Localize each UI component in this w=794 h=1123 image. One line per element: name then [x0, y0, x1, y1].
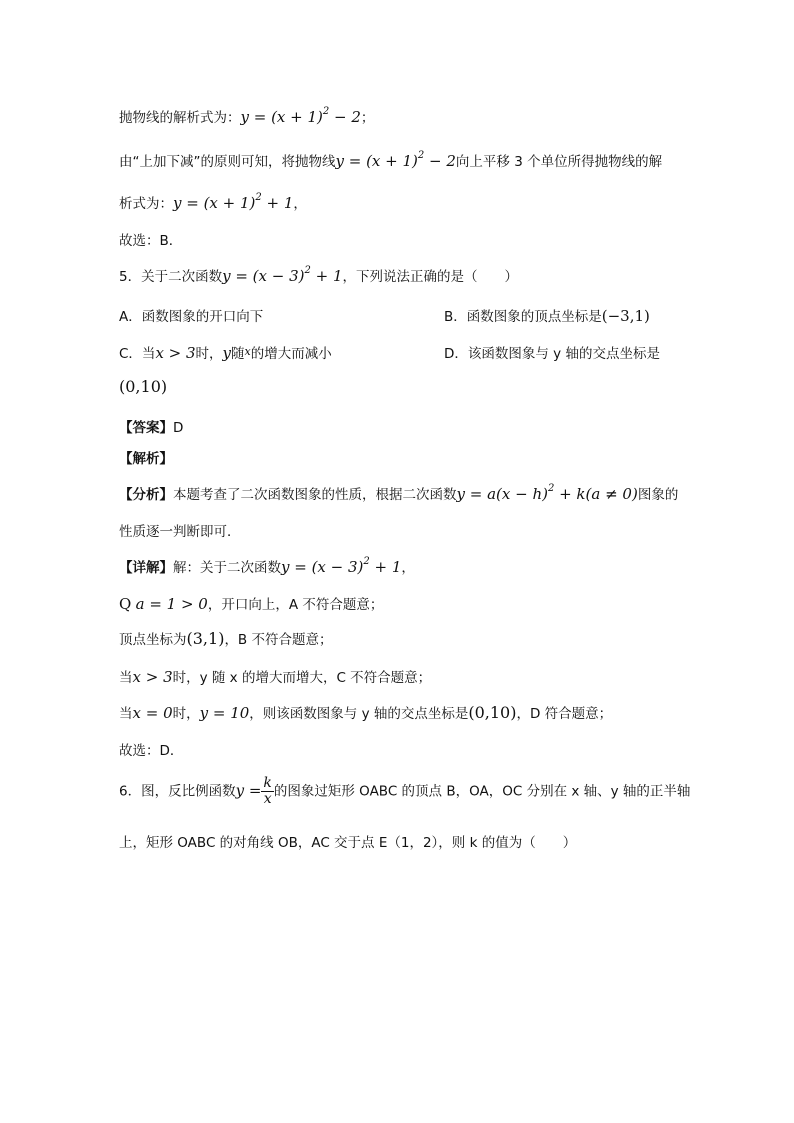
- formula: (3,1): [186, 629, 225, 648]
- text: 顶点坐标为: [119, 632, 187, 648]
- question-5: [119, 265, 518, 285]
- fraction: [261, 776, 273, 807]
- text: 向上平移 3 个单位所得抛物线的解: [455, 154, 663, 170]
- numerator: k: [263, 775, 272, 791]
- exponent: 2: [255, 192, 262, 203]
- detail-step-5: 故选：D．: [119, 743, 184, 759]
- text: ，开口向上，A 不符合题意；: [207, 597, 384, 613]
- formula-tail: − 2: [329, 108, 361, 126]
- answer-value: D: [173, 420, 184, 436]
- formula: (0,10): [119, 377, 168, 396]
- detail-step-3: [119, 666, 431, 686]
- formula: x = 0: [132, 704, 173, 722]
- text: 解：关于二次函数: [173, 560, 281, 576]
- text: 5．关于二次函数: [119, 269, 223, 285]
- analysis-line: [119, 483, 678, 503]
- formula: y = (x + 1): [335, 152, 418, 170]
- detail-step-4: [119, 702, 612, 722]
- jiexi-label: 【解析】: [119, 451, 173, 467]
- detail-line: [119, 556, 415, 576]
- text: ，下列说法正确的是（ ）: [342, 269, 519, 285]
- punct: ，: [401, 560, 415, 576]
- text: 本题考查了二次函数图象的性质，根据二次函数: [173, 487, 457, 503]
- text: 抛物线的解析式为：: [119, 110, 241, 126]
- option-a: A．函数图象的开口向下: [119, 309, 264, 325]
- analysis-label: 【分析】: [119, 487, 173, 503]
- text: ，B 不符合题意；: [224, 632, 333, 648]
- text: 的图象过矩形 OABC 的顶点 B，OA，OC 分别在 x 轴、y 轴的正半轴: [273, 783, 691, 800]
- shifted-formula-line: [119, 192, 307, 212]
- question-6: [119, 776, 690, 807]
- shift-rule-line: [119, 150, 662, 170]
- formula-tail: + 1: [369, 558, 402, 576]
- var: x: [244, 345, 251, 358]
- exponent: 2: [547, 483, 555, 494]
- answer-label: 【答案】: [119, 420, 173, 436]
- exponent: 2: [417, 150, 425, 161]
- punct: ；: [360, 110, 375, 126]
- text: ，则该函数图象与 y 轴的交点坐标是: [249, 706, 469, 722]
- parabola-formula-line: [119, 106, 374, 126]
- formula: y =: [235, 781, 262, 800]
- text: C．当: [119, 346, 156, 362]
- text: B．函数图象的顶点坐标是: [444, 309, 602, 325]
- formula: (−3,1): [601, 307, 650, 325]
- text: 当: [119, 706, 133, 722]
- punct: ，: [293, 196, 307, 212]
- text: 时，y 随 x 的增大而增大，C 不符合题意；: [172, 670, 432, 686]
- exponent: 2: [363, 556, 370, 567]
- text: 由“上加下减”的原则可知，将抛物线: [119, 154, 336, 170]
- text: 当: [119, 670, 133, 686]
- detail-step-2: [119, 628, 333, 648]
- var: y: [222, 344, 232, 362]
- answer-choice-line: 故选：B．: [119, 233, 183, 249]
- formula-tail: + k(a ≠ 0): [554, 485, 638, 503]
- formula-tail: + 1: [310, 267, 343, 285]
- option-d: D．该函数图象与 y 轴的交点坐标是: [444, 346, 660, 362]
- formula: y = (x − 3): [222, 267, 305, 285]
- formula: y = 10: [199, 704, 250, 722]
- answer-line: [119, 416, 183, 436]
- formula: x > 3: [155, 344, 196, 362]
- detail-label: 【详解】: [119, 560, 173, 576]
- formula-tail: − 2: [424, 152, 456, 170]
- text: 6．图，反比例函数: [119, 783, 236, 800]
- symbol: Q: [119, 595, 132, 613]
- text: 析式为：: [119, 196, 173, 212]
- option-d-continued: [119, 377, 167, 396]
- formula: (0,10): [468, 703, 517, 722]
- option-b: [444, 305, 650, 325]
- detail-step-1: [119, 593, 383, 613]
- exponent: 2: [304, 265, 311, 276]
- formula: y = (x + 1): [240, 108, 323, 126]
- denominator: x: [263, 791, 272, 807]
- formula: y = (x − 3): [281, 558, 364, 576]
- formula: x > 3: [132, 668, 173, 686]
- text: 图象的: [637, 487, 679, 503]
- formula: y = (x + 1): [173, 194, 256, 212]
- text: 时，: [195, 346, 223, 362]
- text: 的增大而减小: [250, 346, 332, 362]
- option-c: [119, 342, 332, 362]
- exponent: 2: [322, 106, 330, 117]
- text: 时，: [172, 706, 200, 722]
- formula-tail: + 1: [261, 194, 294, 212]
- formula: y = a(x − h): [456, 485, 548, 503]
- formula: a = 1 > 0: [135, 595, 208, 613]
- text: 随: [231, 346, 245, 362]
- analysis-line-2: 性质逐一判断即可．: [119, 524, 241, 540]
- question-6-line-2: 上，矩形 OABC 的对角线 OB，AC 交于点 E（1，2），则 k 的值为（ ）: [119, 835, 577, 851]
- text: ，D 符合题意；: [516, 706, 613, 722]
